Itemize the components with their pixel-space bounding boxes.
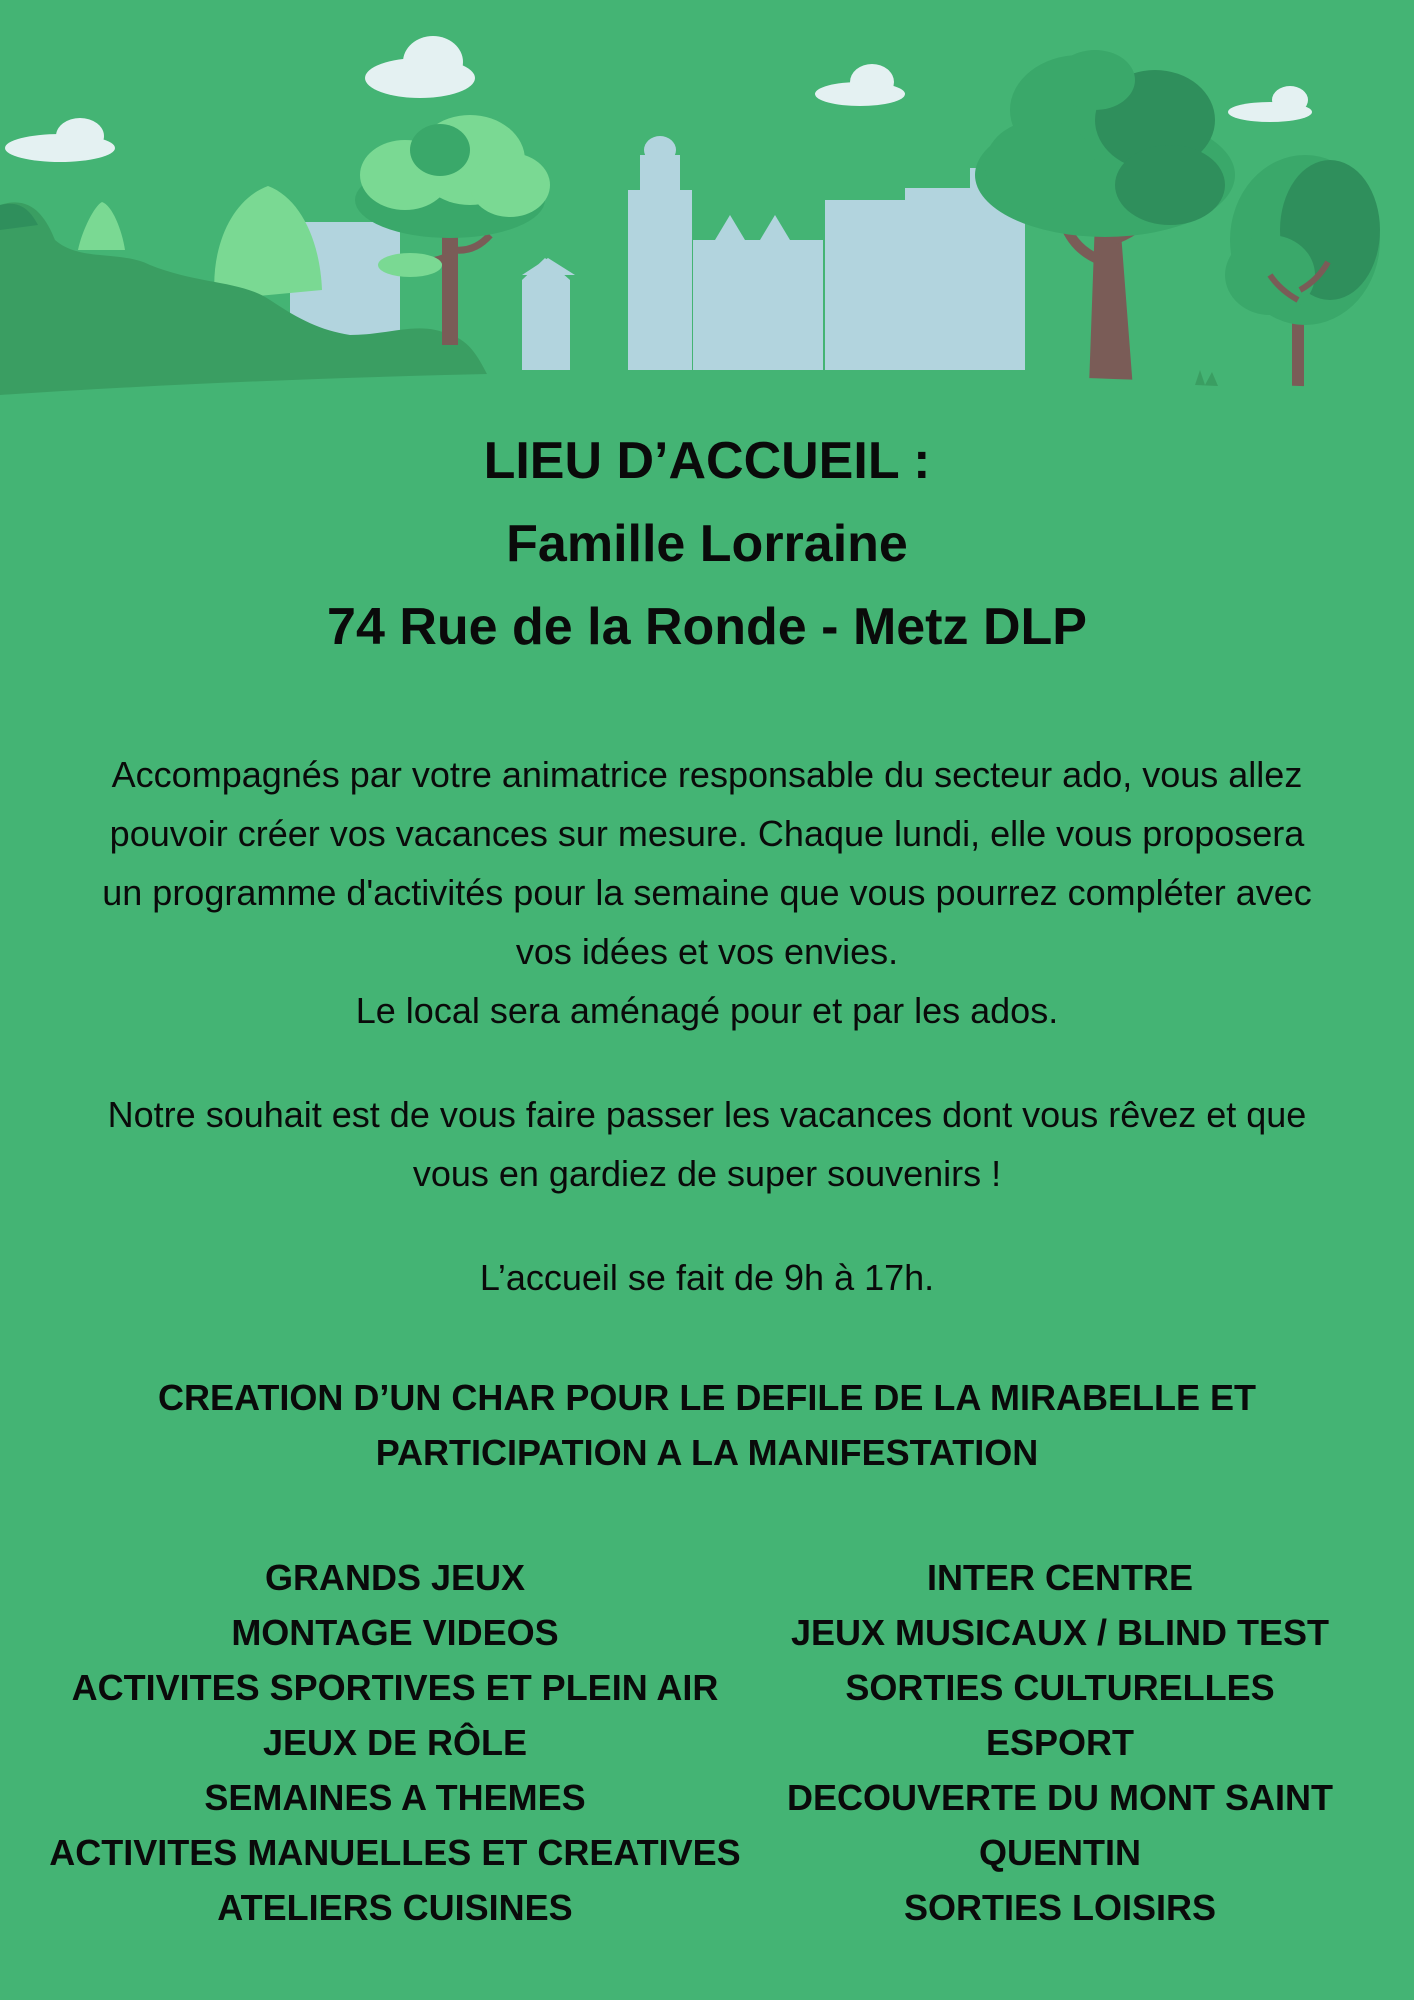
highlight-line: CREATION D’UN CHAR POUR LE DEFILE DE LA MIRABELLE ET bbox=[158, 1377, 1256, 1418]
wish-line: vous en gardiez de super souvenirs ! bbox=[412, 1153, 1002, 1194]
intro-line: vos idées et vos envies. bbox=[515, 931, 899, 972]
wish-paragraph bbox=[30, 1085, 1384, 1203]
cloud-icon bbox=[1228, 86, 1312, 122]
activity-item: ESPORT bbox=[985, 1722, 1135, 1763]
activity-item: SORTIES LOISIRS bbox=[903, 1887, 1217, 1928]
hill-bush bbox=[214, 186, 322, 300]
location-heading bbox=[0, 420, 1414, 669]
intro-line: Accompagnés par votre animatrice responsable du secteur ado, vous allez bbox=[111, 754, 1303, 795]
heading-label: LIEU D’ACCUEIL : bbox=[483, 432, 931, 490]
intro-line: pouvoir créer vos vacances sur mesure. Chaque lundi, elle vous proposera bbox=[109, 813, 1305, 854]
cloud-icon bbox=[815, 64, 905, 106]
cloud-icon bbox=[5, 118, 115, 162]
main-content bbox=[0, 420, 1414, 1928]
activity-item: GRANDS JEUX bbox=[264, 1557, 526, 1598]
tree-crown bbox=[1225, 155, 1380, 325]
intro-line: un programme d'activités pour la semaine que vous pourrez compléter avec bbox=[102, 872, 1312, 913]
activity-item: ATELIERS CUISINES bbox=[217, 1887, 573, 1928]
activity-item: ACTIVITES SPORTIVES ET PLEIN AIR bbox=[71, 1667, 719, 1708]
heading-address: 74 Rue de la Ronde - Metz DLP bbox=[327, 598, 1087, 656]
hill-bush bbox=[78, 202, 125, 250]
heading-name: Famille Lorraine bbox=[506, 515, 908, 573]
grass-tuft bbox=[1195, 370, 1218, 386]
hours-text: L’accueil se fait de 9h à 17h. bbox=[479, 1257, 935, 1298]
activity-item: SORTIES CULTURELLES bbox=[845, 1667, 1275, 1708]
activity-item: JEUX MUSICAUX / BLIND TEST bbox=[790, 1612, 1330, 1653]
activity-item: ACTIVITES MANUELLES ET CREATIVES bbox=[49, 1832, 741, 1873]
highlight-activity bbox=[60, 1370, 1354, 1480]
activity-item: MONTAGE VIDEOS bbox=[231, 1612, 559, 1653]
wish-line: Notre souhait est de vous faire passer les vacances dont vous rêvez et que bbox=[107, 1094, 1307, 1135]
highlight-line: PARTICIPATION A LA MANIFESTATION bbox=[375, 1432, 1039, 1473]
activity-item: DECOUVERTE DU MONT SAINT QUENTIN bbox=[786, 1777, 1333, 1873]
activities-right-column bbox=[710, 1550, 1410, 1935]
park-city-illustration bbox=[0, 0, 1414, 430]
cloud-icon bbox=[365, 36, 475, 98]
intro-paragraph bbox=[30, 745, 1384, 1040]
tree-crown bbox=[975, 50, 1235, 237]
activity-item: JEUX DE RÔLE bbox=[262, 1722, 528, 1763]
activities-left-column bbox=[45, 1550, 745, 1935]
intro-line: Le local sera aménagé pour et par les ados. bbox=[355, 990, 1059, 1031]
activity-item: SEMAINES A THEMES bbox=[204, 1777, 586, 1818]
activity-item: INTER CENTRE bbox=[926, 1557, 1193, 1598]
